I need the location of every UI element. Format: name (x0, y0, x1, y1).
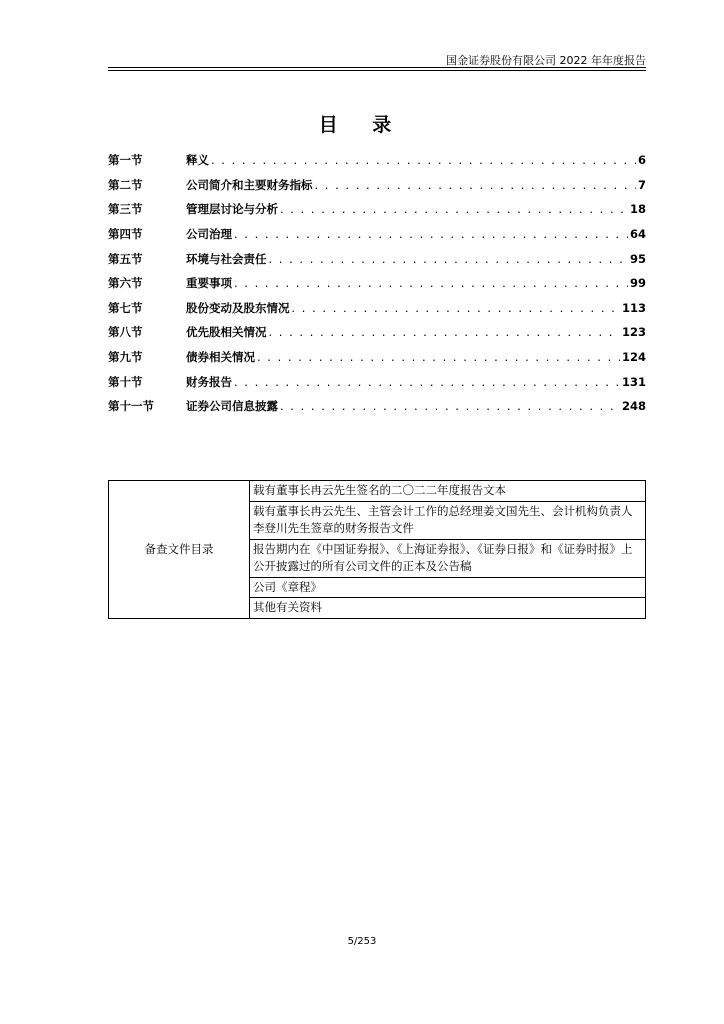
toc-section-title: 重要事项 (186, 276, 232, 291)
toc-section-title: 环境与社会责任 (186, 251, 267, 266)
toc-entry[interactable] (108, 296, 646, 321)
toc-leader-dots (211, 153, 636, 167)
toc-section-title: 优先股相关情况 (186, 325, 267, 340)
reference-docs-label: 备查文件目录 (109, 481, 250, 619)
toc-section-title: 债券相关情况 (186, 350, 255, 365)
toc-page-number: 95 (629, 251, 646, 266)
toc-section-number: 第九节 (108, 350, 143, 365)
toc-leader-dots (234, 276, 628, 290)
reference-doc-item: 报告期内在《中国证券报》、《上海证券报》、《证券日报》和《证券时报》上公开披露过的所有公司文件的正本及公告稿 (250, 539, 646, 577)
toc-leader-dots (269, 252, 628, 266)
toc-leader-dots (234, 375, 620, 389)
toc-section-title: 证券公司信息披露 (186, 399, 278, 414)
toc-section-title: 财务报告 (186, 374, 232, 389)
toc-section-title: 公司简介和主要财务指标 (186, 177, 313, 192)
toc-section-number: 第七节 (108, 300, 143, 315)
toc-leader-dots (234, 227, 628, 241)
toc-page-number: 18 (629, 202, 646, 217)
page-number: 5/253 (347, 936, 377, 947)
toc-page-number: 6 (637, 153, 646, 168)
header-rule (108, 70, 646, 71)
toc-section-number: 第五节 (108, 251, 143, 266)
toc-section-title: 股份变动及股东情况 (186, 300, 290, 315)
toc-leader-dots (257, 350, 620, 364)
toc-page-number: 124 (621, 350, 646, 365)
reference-doc-item: 公司《章程》 (250, 577, 646, 598)
reference-doc-item: 载有董事长冉云先生、主管会计工作的总经理姜文国先生、会计机构负责人李登川先生签章的财务报告文件 (250, 501, 646, 539)
reference-documents-table (108, 480, 646, 619)
toc-entry[interactable] (108, 320, 646, 345)
toc-leader-dots (280, 399, 620, 413)
toc-leader-dots (315, 178, 636, 192)
toc-entry[interactable] (108, 148, 646, 173)
reference-doc-item: 载有董事长冉云先生签名的二〇二二年度报告文本 (250, 481, 646, 502)
toc-leader-dots (292, 301, 620, 315)
toc-entry[interactable] (108, 173, 646, 198)
toc-section-number: 第一节 (108, 153, 143, 168)
toc-section-number: 第三节 (108, 202, 143, 217)
toc-section-title: 公司治理 (186, 227, 232, 242)
toc-page-number: 131 (621, 374, 646, 389)
toc-entry[interactable] (108, 271, 646, 296)
toc-section-number: 第四节 (108, 227, 143, 242)
toc-entry[interactable] (108, 394, 646, 419)
toc-section-number: 第八节 (108, 325, 143, 340)
toc-section-number: 第十一节 (108, 399, 154, 414)
toc-entry[interactable] (108, 222, 646, 247)
toc-page-number: 248 (621, 399, 646, 414)
reference-doc-item: 其他有关资料 (250, 598, 646, 619)
toc-page-number: 113 (621, 300, 646, 315)
toc-page-number: 123 (621, 325, 646, 340)
page-header: 国金证券股份有限公司 2022 年年度报告 (446, 54, 646, 67)
toc-leader-dots (269, 325, 620, 339)
table-of-contents (108, 148, 646, 419)
toc-page-number: 7 (637, 177, 646, 192)
toc-section-number: 第二节 (108, 177, 143, 192)
toc-page-number: 64 (629, 227, 646, 242)
toc-title: 目 录 (318, 114, 406, 136)
toc-section-number: 第六节 (108, 276, 143, 291)
toc-entry[interactable] (108, 369, 646, 394)
toc-section-title: 管理层讨论与分析 (186, 202, 278, 217)
toc-section-title: 释义 (186, 153, 209, 168)
header-rule (108, 67, 646, 68)
toc-leader-dots (280, 202, 628, 216)
toc-section-number: 第十节 (108, 374, 143, 389)
toc-entry[interactable] (108, 246, 646, 271)
toc-entry[interactable] (108, 345, 646, 370)
toc-entry[interactable] (108, 197, 646, 222)
toc-page-number: 99 (629, 276, 646, 291)
